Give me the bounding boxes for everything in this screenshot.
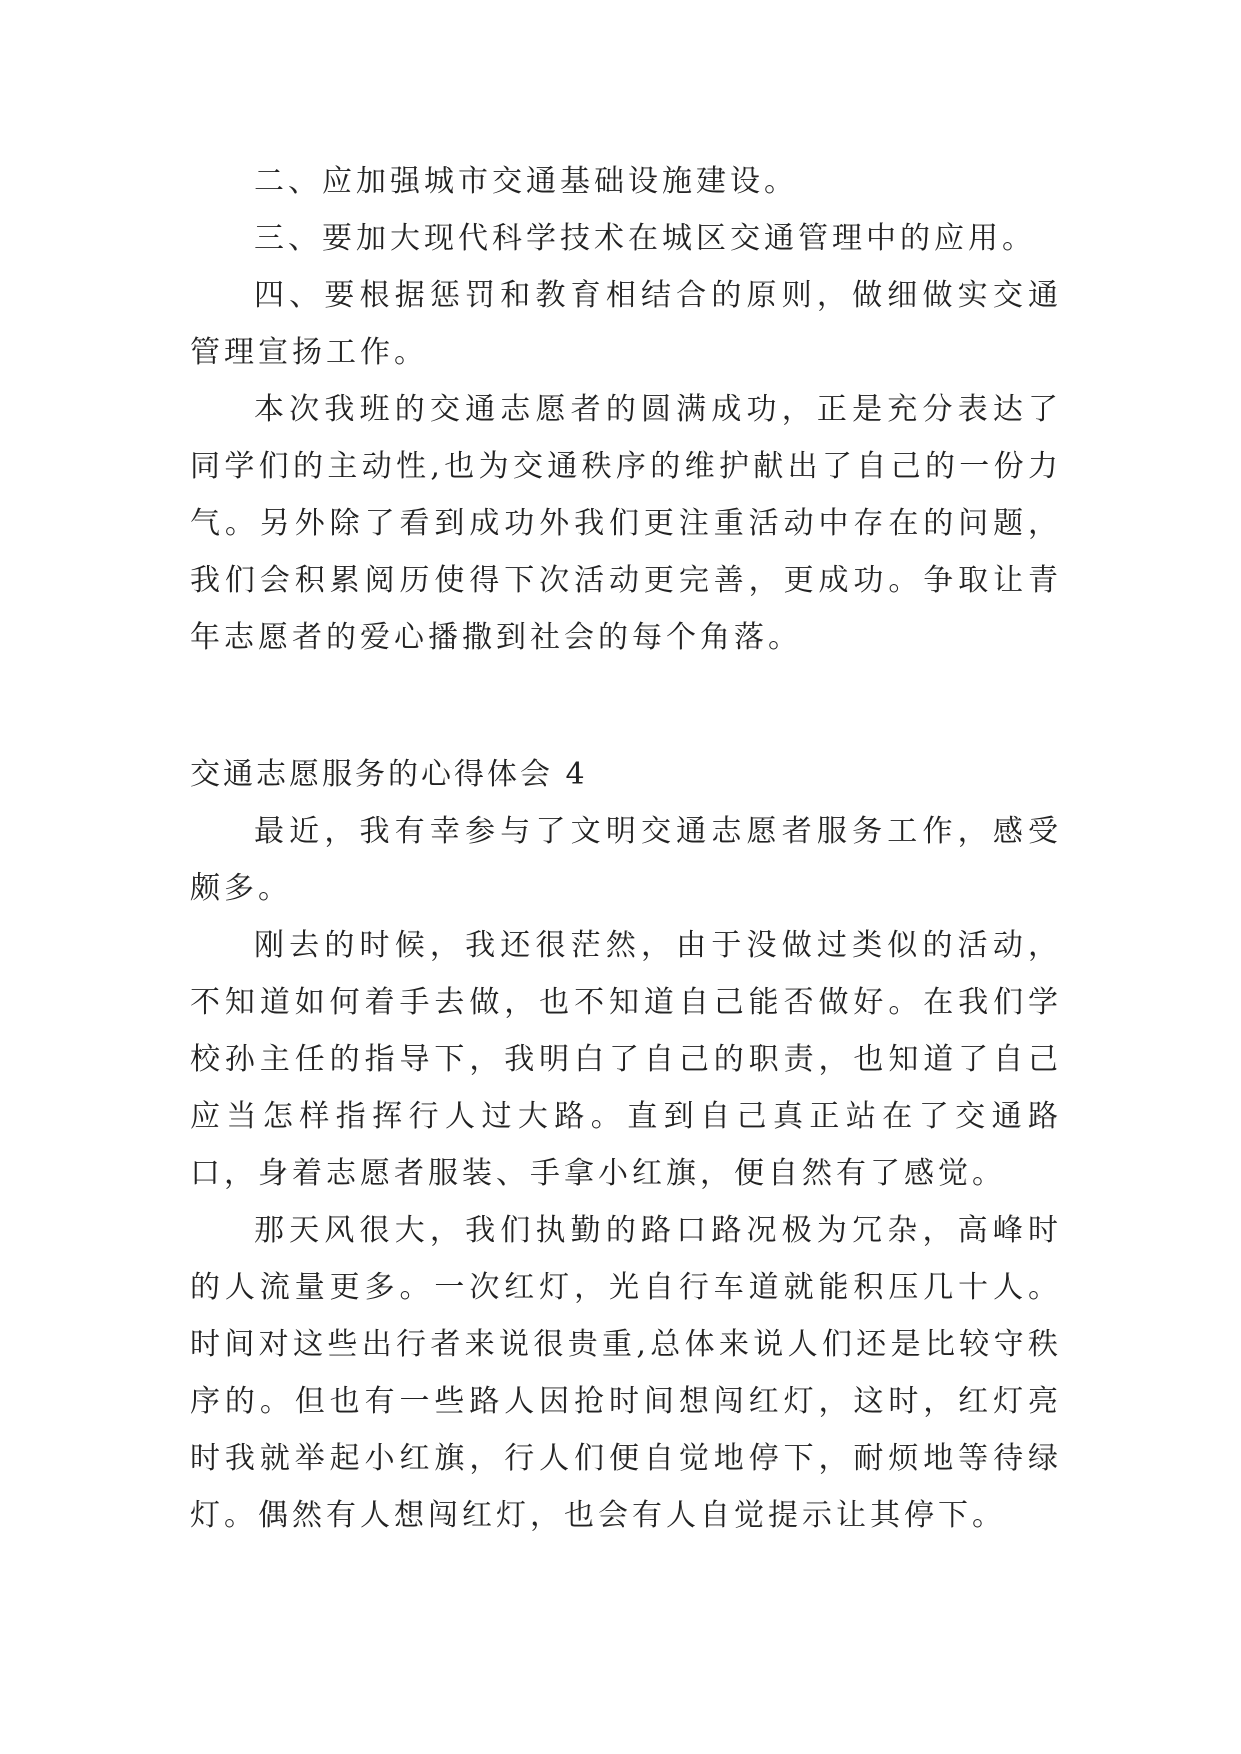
paragraph-windy-day: 那天风很大，我们执勤的路口路况极为冗杂，高峰时的人流量更多。一次红灯，光自行车道就能积压几十人。时间对这些出行者来说很贵重,总体来说人们还是比较守秩序的。但也有一些路人因抢时间想闯红灯，这时，红灯亮时我就举起小红旗，行人们便自觉地停下，耐烦地等待绿灯。偶然有人想闯红灯，也会有人自觉提示让其停下。 <box>190 1213 1062 1533</box>
section-heading: 交通志愿服务的心得体会 4 <box>190 757 588 792</box>
paragraph-item-4: 四、要根据惩罚和教育相结合的原则，做细做实交通管理宣扬工作。 <box>190 278 1062 370</box>
paragraph-first-experience: 刚去的时候，我还很茫然，由于没做过类似的活动，不知道如何着手去做，也不知道自己能否做好。在我们学校孙主任的指导下，我明白了自己的职责，也知道了自己应当怎样指挥行人过大路。直到自己真正站在了交通路口，身着志愿者服装、手拿小红旗，便自然有了感觉。 <box>190 928 1062 1191</box>
paragraph-intro: 最近，我有幸参与了文明交通志愿者服务工作，感受颇多。 <box>190 814 1062 906</box>
paragraph-conclusion: 本次我班的交通志愿者的圆满成功，正是充分表达了同学们的主动性,也为交通秩序的维护献出了自己的一份力气。另外除了看到成功外我们更注重活动中存在的问题，我们会积累阅历使得下次活动更完善，更成功。争取让青年志愿者的爱心播撒到社会的每个角落。 <box>190 392 1062 655</box>
paragraph-item-2: 二、应加强城市交通基础设施建设。 <box>254 164 798 199</box>
paragraph-item-3: 三、要加大现代科学技术在城区交通管理中的应用。 <box>254 221 1036 256</box>
document-body <box>190 153 1062 1544</box>
